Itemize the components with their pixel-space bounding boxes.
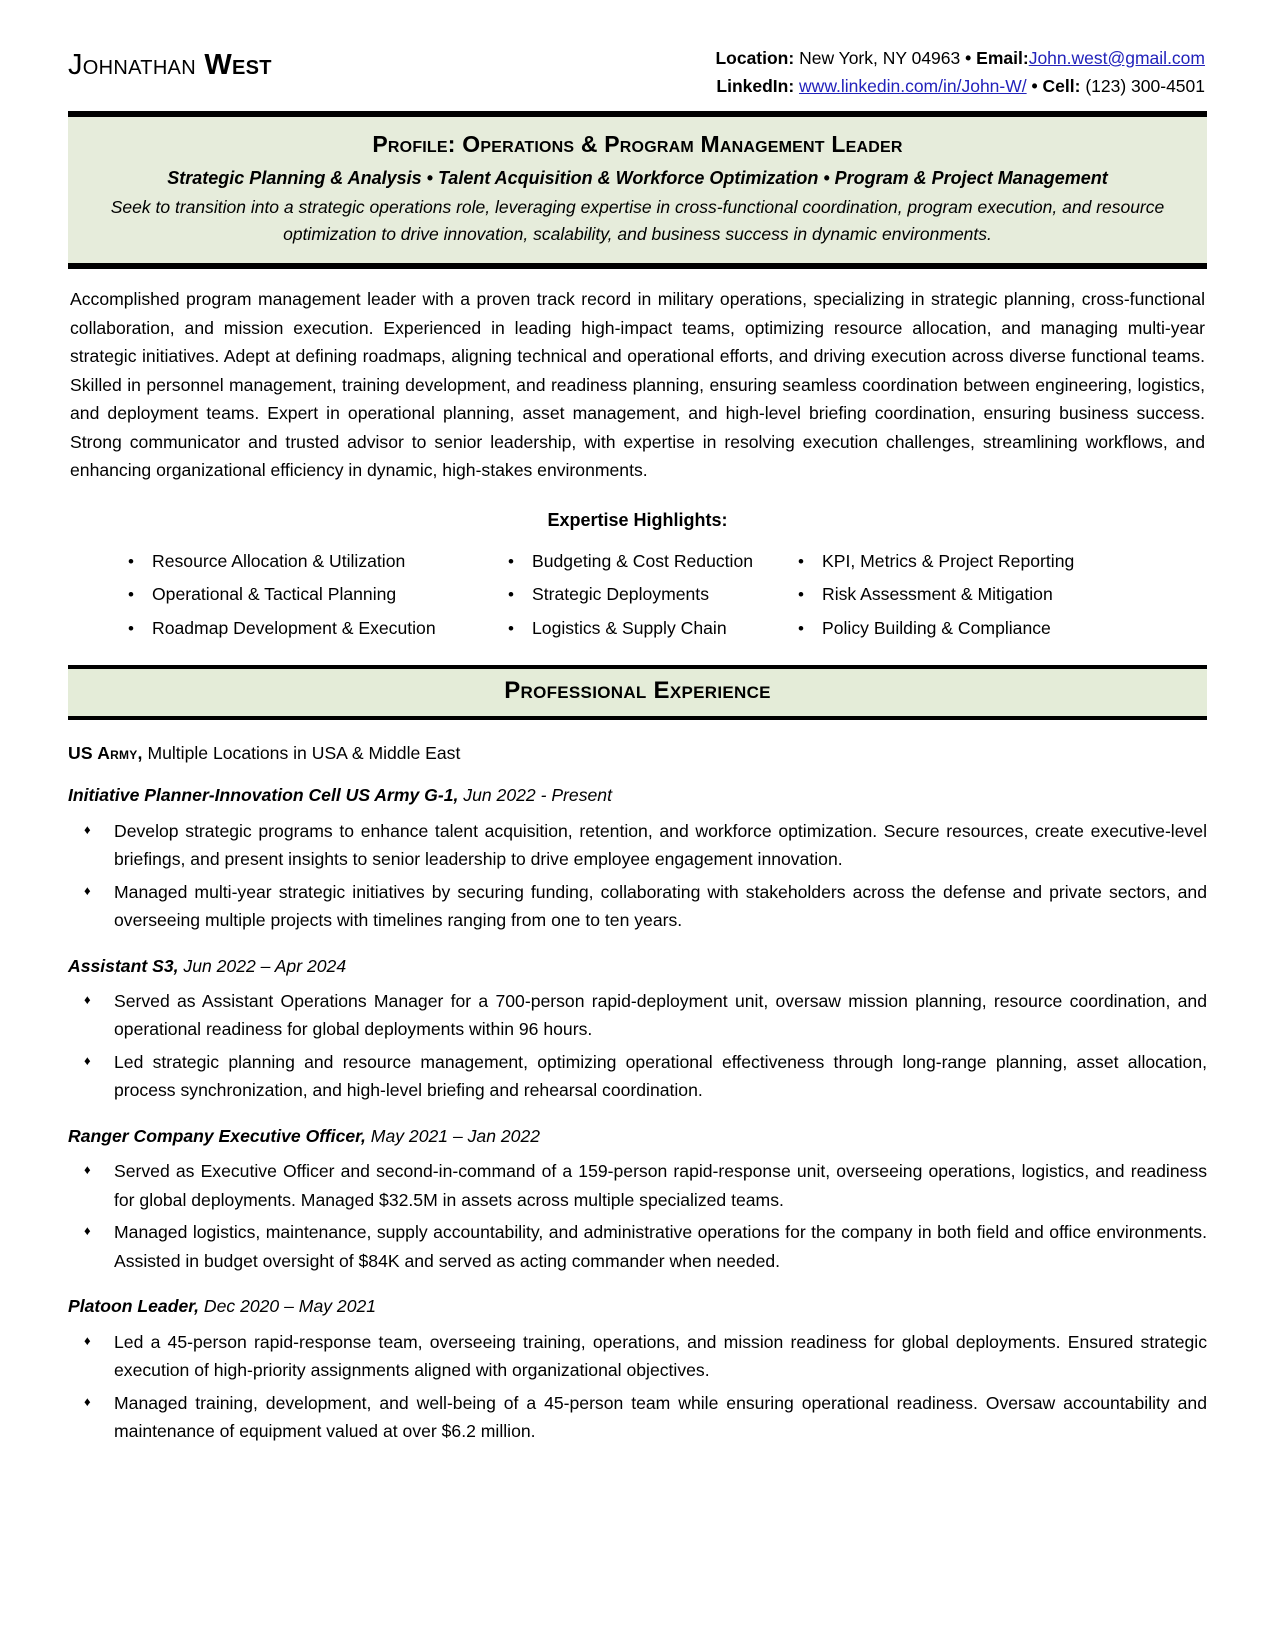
expertise-item [126,578,506,612]
expertise-item [506,545,796,579]
role-bullet [68,1389,1207,1446]
linkedin-link[interactable]: www.linkedin.com/in/John-W/ [799,76,1027,97]
professional-experience-body [68,720,1207,1446]
profile-subtitle: Strategic Planning & Analysis • Talent Acquisition & Workforce Optimization • Program & Project Management [167,167,1108,188]
linkedin-label: LinkedIn: [716,76,795,97]
employer-name: US Army, [68,742,143,763]
contact-separator-1: • [965,48,972,68]
expertise-item [796,578,1207,612]
expertise-highlights-title: Expertise Highlights: [547,509,728,530]
expertise-item [506,578,796,612]
bullet-dot-icon: • [508,618,514,638]
role-bullet-text: Managed training, development, and well-being of a 45-person team while ensuring operational readiness. Oversaw accountability and maintenance of equipment valued at over $6.2 million. [114,1392,1207,1442]
role-bullets [68,1328,1207,1446]
expertise-item-label: KPI, Metrics & Project Reporting [822,550,1075,571]
bullet-dot-icon: • [128,618,134,638]
role-bullet-text: Led a 45-person rapid-response team, overseeing training, operations, and mission readiness for global deployments. Ensured strategic execution of high-priority assignments aligned with organizational objectives. [114,1331,1207,1381]
expertise-column-1 [126,545,506,646]
bullet-dot-icon: • [508,551,514,571]
role-bullet-text: Led strategic planning and resource management, optimizing operational effectiveness through long-range planning, asset allocation, process synchronization, and high-level briefing and rehearsal coordination. [114,1051,1207,1101]
role-dates: Dec 2020 – May 2021 [203,1296,377,1317]
contact-separator-2: • [1031,76,1038,97]
bullet-dot-icon: • [798,618,804,638]
role-bullets [68,987,1207,1105]
contact-line-2 [715,72,1205,100]
profile-objective: Seek to transition into a strategic operations role, leveraging expertise in cross-functional coordination, program execution, and resource optimization to drive innovation, scalability, and business success in dynamic environments. [110,196,1165,245]
expertise-item-label: Logistics & Supply Chain [532,617,727,638]
bullet-dot-icon: • [128,585,134,605]
contact-block [715,44,1207,101]
expertise-item-label: Roadmap Development & Execution [152,617,436,638]
expertise-item [126,612,506,646]
candidate-name [68,44,272,82]
bullet-dot-icon: • [128,551,134,571]
location-value: New York, NY 04963 [799,48,961,68]
profile-band [68,111,1207,269]
bullet-dot-icon: • [798,585,804,605]
bullet-dot-icon: • [508,585,514,605]
expertise-item [796,545,1207,579]
expertise-item [506,612,796,646]
expertise-item-label: Operational & Tactical Planning [152,584,397,605]
role-line [68,1293,1207,1319]
professional-experience-heading: Professional Experience [504,677,771,705]
role-line [68,1123,1207,1149]
role-dates: Jun 2022 – Apr 2024 [183,955,347,976]
expertise-item-label: Resource Allocation & Utilization [152,550,406,571]
expertise-item-label: Risk Assessment & Mitigation [822,584,1053,605]
expertise-column-2 [506,545,796,646]
cell-value: (123) 300-4501 [1085,76,1205,97]
role-bullets [68,817,1207,935]
location-label: Location: [715,48,795,68]
role-bullet-text: Develop strategic programs to enhance talent acquisition, retention, and workforce optimization. Secure resources, create executive-level briefings, and present insights to senior leadership to drive employee engagement innovation. [114,820,1207,870]
profile-title: Profile: Operations & Program Management Leader [372,130,903,157]
bullet-diamond-icon: ♦ [84,882,91,898]
email-link[interactable]: John.west@gmail.com [1028,48,1205,68]
role-bullet [68,1157,1207,1214]
role-title: Initiative Planner-Innovation Cell US Army G-1, [68,785,459,806]
professional-summary: Accomplished program management leader with a proven track record in military operations, specializing in strategic planning, cross-functional collaboration, and mission execution. Experienced in leading high-impact teams, optimizing resource allocation, and managing multi-year strategic initiatives. Adept at defining roadmaps, aligning technical and operational efforts, and driving execution across diverse functional teams. Skilled in personnel management, training development, and readiness planning, ensuring seamless coordination between engineering, logistics, and deployment teams. Expert in operational planning, asset management, and high-level briefing coordination, ensuring business success. Strong communicator and trusted advisor to senior leadership, with expertise in resolving execution challenges, streamlining workflows, and enhancing organizational efficiency in dynamic, high-stakes environments. [70,289,1205,481]
role-bullet [68,987,1207,1044]
bullet-diamond-icon: ♦ [84,991,91,1007]
expertise-column-3 [796,545,1207,646]
bullet-diamond-icon: ♦ [84,1223,91,1239]
bullet-diamond-icon: ♦ [84,1052,91,1068]
role-bullet-text: Served as Executive Officer and second-in-command of a 159-person rapid-response unit, overseeing operations, logistics, and readiness for global deployments. Managed $32.5M in assets across multiple specialized teams. [114,1161,1207,1210]
expertise-item [796,612,1207,646]
role-line [68,782,1207,808]
expertise-item-label: Budgeting & Cost Reduction [532,550,754,571]
role-bullet-text: Managed logistics, maintenance, supply accountability, and administrative operations for the company in both field and office environments. Assisted in budget oversight of $84K and served as acting commander when needed. [114,1222,1207,1271]
bullet-dot-icon: • [798,551,804,571]
employer-locations: Multiple Locations in USA & Middle East [147,742,461,763]
role-bullets [68,1157,1207,1275]
employer-line [68,740,1207,766]
role-bullet [68,1328,1207,1385]
cell-label: Cell: [1042,76,1081,97]
role-bullet [68,1048,1207,1105]
expertise-highlights-grid [68,545,1207,654]
email-label: Email: [976,48,1029,68]
role-dates: Jun 2022 - Present [463,785,612,806]
bullet-diamond-icon: ♦ [84,1332,91,1348]
role-title: Platoon Leader, [68,1296,200,1317]
role-title: Assistant S3, [68,955,179,976]
candidate-first-name: Johnathan [68,49,196,81]
role-bullet [68,817,1207,874]
expertise-item [126,545,506,579]
bullet-diamond-icon: ♦ [84,821,91,837]
role-bullet [68,878,1207,935]
role-dates: May 2021 – Jan 2022 [370,1125,541,1146]
resume-header [68,30,1207,111]
bullet-diamond-icon: ♦ [84,1393,91,1409]
role-title: Ranger Company Executive Officer, [68,1125,366,1146]
role-bullet [68,1218,1207,1275]
role-bullet-text: Managed multi-year strategic initiatives by securing funding, collaborating with stakeholders across the defense and private sectors, and overseeing multiple projects with timelines ranging from one to ten years. [114,881,1207,931]
candidate-last-name: West [204,49,272,81]
expertise-item-label: Policy Building & Compliance [822,617,1051,638]
contact-line-1 [715,44,1205,72]
role-bullet-text: Served as Assistant Operations Manager for a 700-person rapid-deployment unit, oversaw mission planning, resource coordination, and operational readiness for global deployments within 96 hours. [114,990,1207,1040]
role-line [68,953,1207,979]
expertise-item-label: Strategic Deployments [532,584,709,605]
bullet-diamond-icon: ♦ [84,1162,91,1178]
professional-experience-band [68,665,1207,719]
